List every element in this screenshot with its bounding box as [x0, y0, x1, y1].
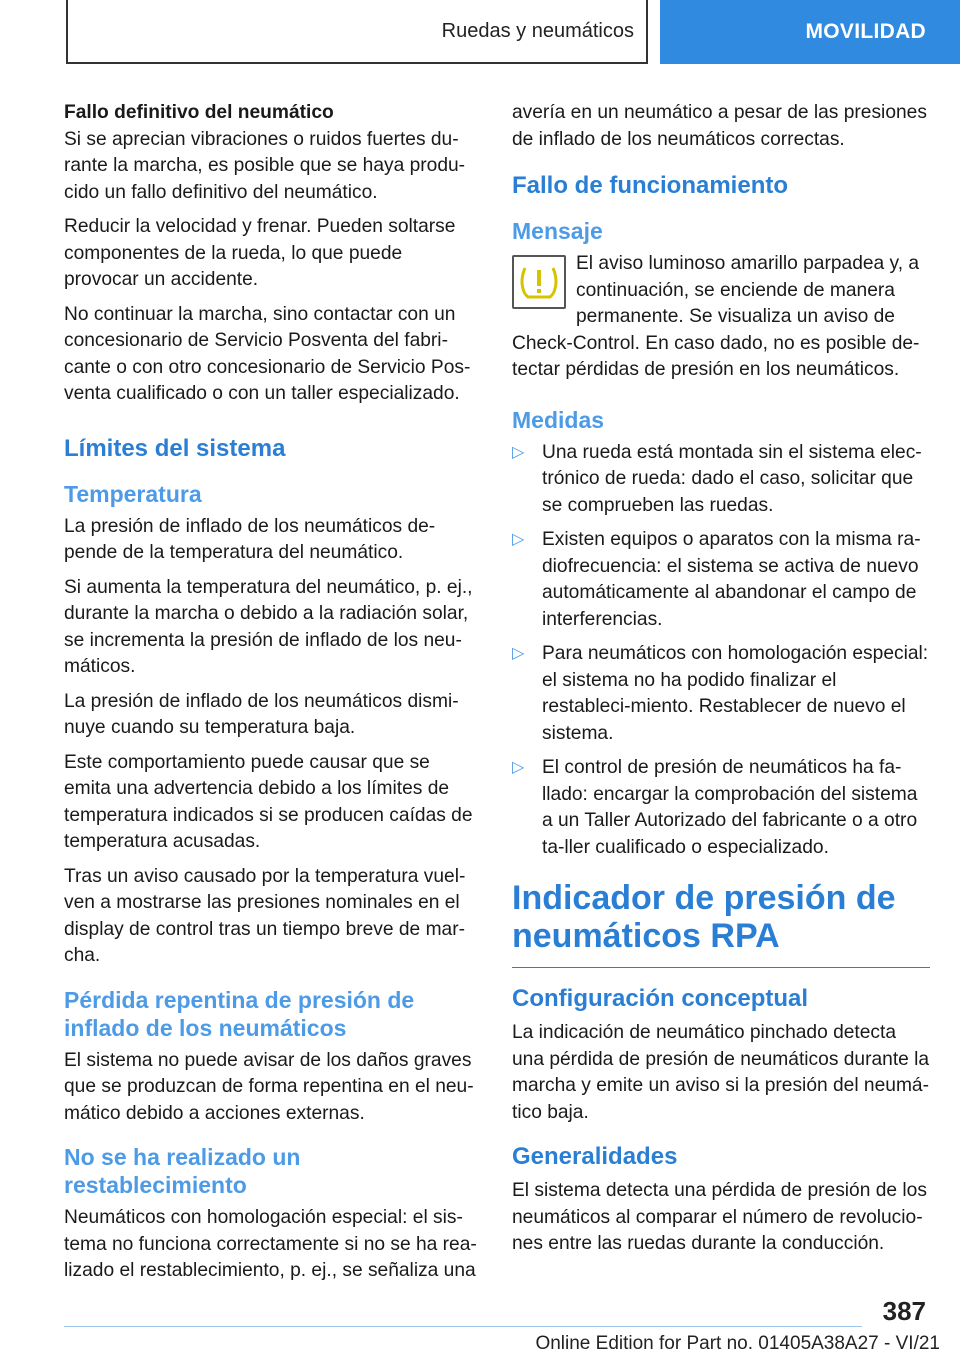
limites-heading: Límites del sistema — [64, 434, 286, 462]
temperatura-heading: Temperatura — [64, 480, 202, 507]
paragraph: La presión de inflado de los neumáticos dismi-nuye cuando su temperatura baja. — [64, 690, 459, 738]
triangle-right-icon: ▷ — [512, 759, 525, 776]
paragraph: Este comportamiento puede causar que se emita una advertencia debido a los límites de temperatura indicados si se producen caídas de temperatura acusadas. — [64, 751, 473, 852]
fallo-funcionamiento-heading: Fallo de funcionamiento — [512, 172, 789, 199]
paragraph: Si aumenta la temperatura del neumático, p. ej., durante la marcha o debido a la radiación solar, se incrementa la presión de inflado de los neu-máticos. — [64, 576, 473, 677]
medidas-list — [512, 440, 930, 862]
restablecimiento-heading: No se ha realizado un restablecimiento — [64, 1144, 301, 1198]
paragraph: La presión de inflado de los neumáticos de-pende de la temperatura del neumático. — [64, 515, 436, 563]
list-item: ▷ El control de presión de neumáticos ha fa-llado: encargar la comprobación del sistema a un Taller Autorizado del fabricante o a otro ta-ller cualificado o especializado. — [512, 757, 918, 858]
triangle-right-icon: ▷ — [512, 645, 525, 662]
perdida-repentina-heading: Pérdida repentina de presión de inflado de los neumáticos — [64, 986, 415, 1041]
header-chapter-label: MOVILIDAD — [805, 20, 926, 43]
mensaje-block — [512, 251, 930, 384]
triangle-right-icon: ▷ — [512, 443, 525, 461]
paragraph: Neumáticos con homologación especial: el sis-tema no funciona correctamente si no se ha rea-lizado el restablecimiento, p. ej., se señaliza una — [64, 1207, 477, 1281]
paragraph: El sistema no puede avisar de los daños graves que se produzcan de forma repentina en el neu-mático debido a acciones externas. — [64, 1049, 474, 1124]
left-column — [64, 100, 482, 1293]
configuracion-heading: Configuración conceptual — [512, 985, 809, 1012]
paragraph: No continuar la marcha, sino contactar con un concesionario de Servicio Posventa del fabri-cante o con otro concesionario de Servicio Pos-venta cualificado o con un taller especializado. — [64, 303, 471, 404]
medidas-heading: Medidas — [512, 406, 605, 433]
fallo-definitivo-heading: Fallo definitivo del neumático — [64, 102, 334, 123]
paragraph: Reducir la velocidad y frenar. Pueden soltarse componentes de la rueda, lo que puede provocar un accidente. — [64, 216, 456, 290]
header-section — [66, 0, 648, 64]
page-number: 387 — [882, 1296, 926, 1326]
rpa-heading: Indicador de presión de neumáticos RPA — [512, 879, 930, 968]
list-item: ▷ Existen equipos o aparatos con la misma ra-diofrecuencia: el sistema se activa de nuevo automáticamente al abandonar el campo de interferencias. — [512, 529, 921, 630]
paragraph: Tras un aviso causado por la temperatura vuel-ven a mostrarse las presiones nominales en el display de control tras un tiempo breve de mar-cha. — [64, 865, 466, 966]
paragraph: El sistema detecta una pérdida de presión de los neumáticos al comparar el número de revolucio-nes entre las ruedas durante la conducción. — [512, 1180, 927, 1254]
generalidades-heading: Generalidades — [512, 1143, 678, 1170]
list-item: ▷ Para neumáticos con homologación especial: el sistema no ha podido finalizar el restableci-miento. Restablecer de nuevo el sistema. — [512, 643, 929, 744]
paragraph: Si se aprecian vibraciones o ruidos fuertes du-rante la marcha, es posible que se haya produ-cido un fallo definitivo del neumático. — [64, 128, 466, 203]
mensaje-heading: Mensaje — [512, 218, 603, 244]
header-chapter-tab[interactable] — [660, 0, 960, 64]
paragraph: La indicación de neumático pinchado detecta una pérdida de presión de neumáticos durante la marcha y emite un aviso si la presión del neumá-tico baja. — [512, 1022, 930, 1123]
paragraph: avería en un neumático a pesar de las presiones de inflado de los neumáticos correctas. — [512, 102, 927, 150]
paragraph: El aviso luminoso amarillo parpadea y, a continuación, se enciende de manera permanente. Se visualiza un aviso de Check-Control. En caso dado, no es posible de-tectar pérdidas de presión en los neumáticos. — [512, 253, 920, 380]
triangle-right-icon: ▷ — [512, 531, 525, 548]
header-section-label: Ruedas y neumáticos — [441, 19, 634, 42]
footer-divider — [64, 1326, 862, 1327]
tire-pressure-warning-icon — [512, 255, 566, 309]
right-column — [512, 100, 930, 1266]
list-item: ▷ Una rueda está montada sin el sistema elec-trónico de rueda: dado el caso, solicitar que se comprueben las ruedas. — [512, 441, 922, 516]
footer-edition: Online Edition for Part no. 01405A38A27 - VI/21 — [535, 1333, 940, 1354]
